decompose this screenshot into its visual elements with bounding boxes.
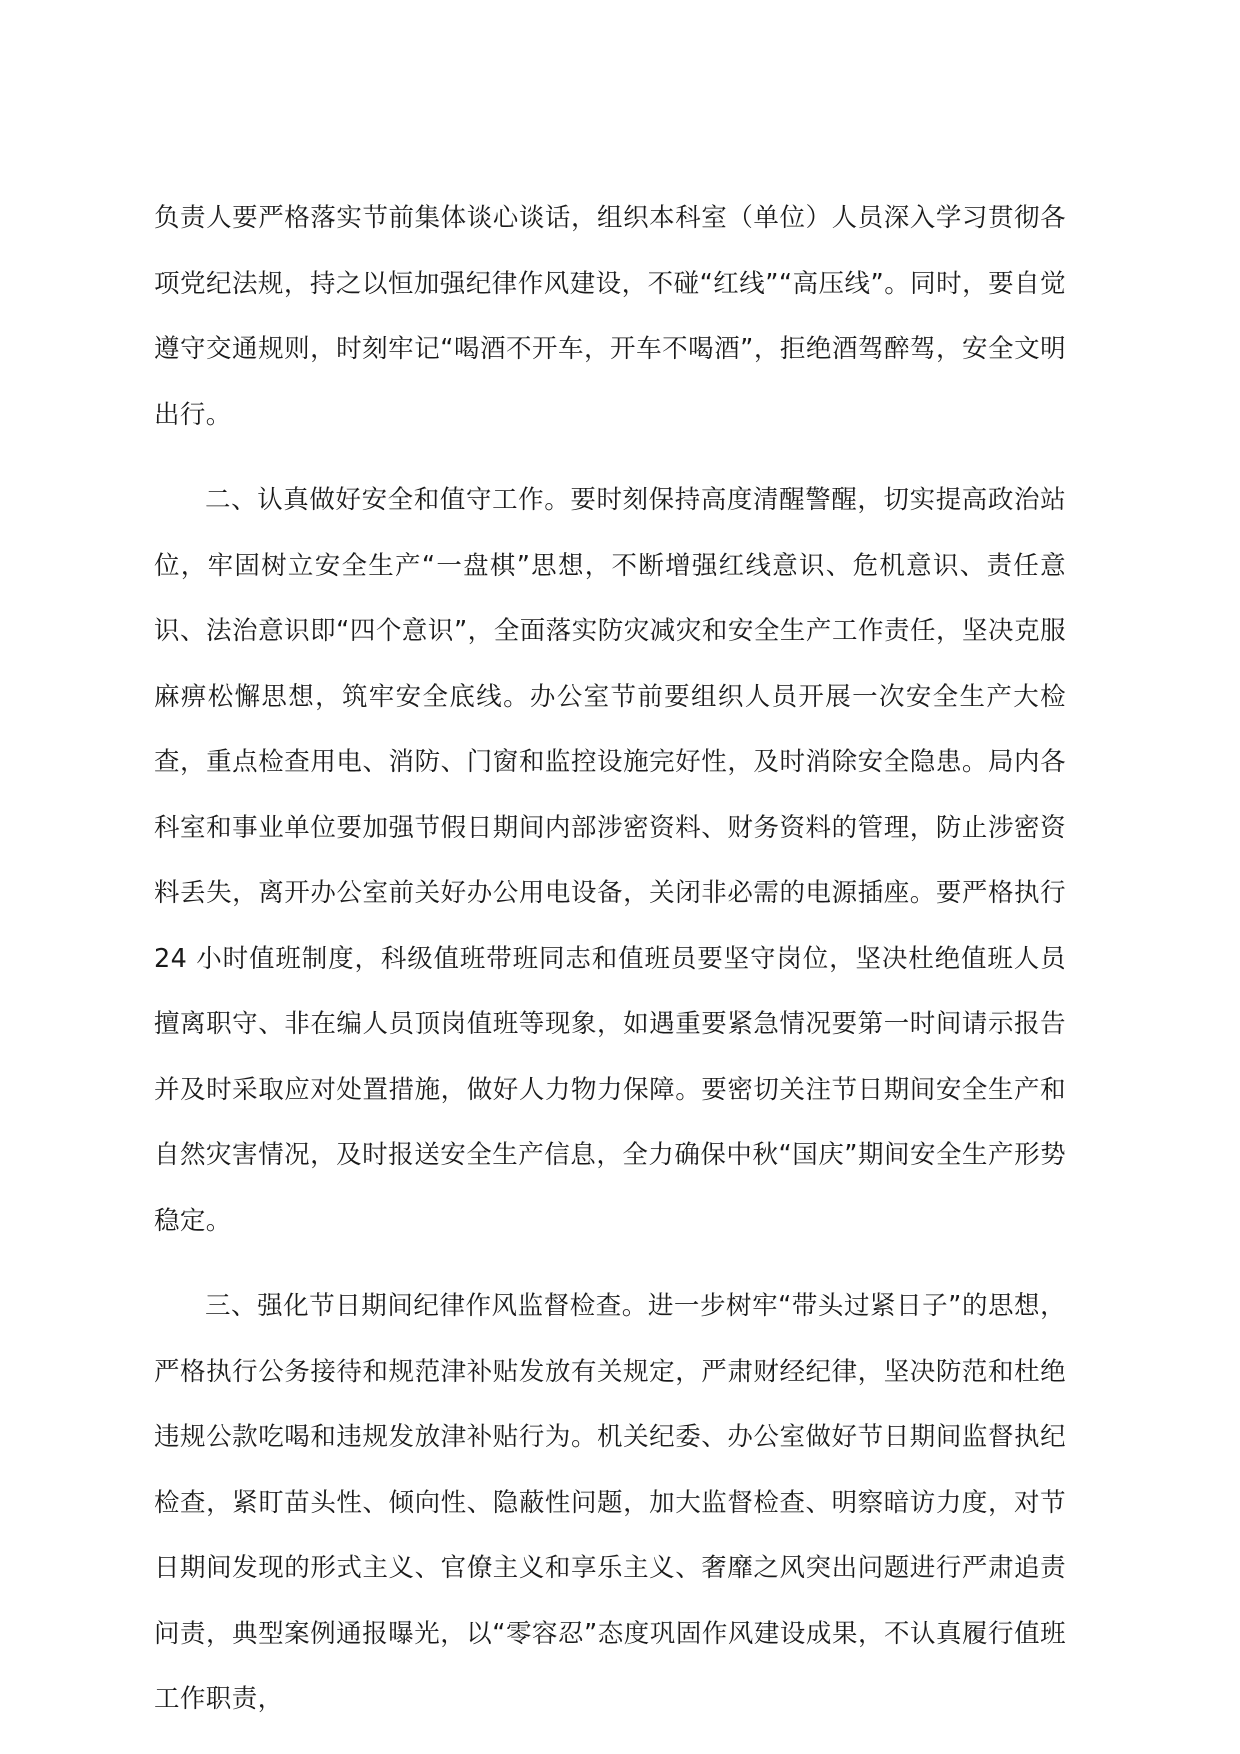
paragraph-section-3-discipline-inspection: 三、强化节日期间纪律作风监督检查。进一步树牢“带头过紧日子”的思想，严格执行公务接待和规范津补贴发放有关规定，严肃财经纪律，坚决防范和杜绝违规公款吃喝和违规发放津补贴行为。机关纪委、办公室做好节日期间监督执纪检查，紧盯苗头性、倾向性、隐蔽性问题，加大监督检查、明察暗访力度，对节日期间发现的形式主义、官僚主义和享乐主义、奢靡之风突出问题进行严肃追责问责，典型案例通报曝光，以“零容忍”态度巩固作风建设成果，不认真履行值班工作职责， <box>154 1291 1066 1714</box>
paragraph-section-2-safety-duty: 二、认真做好安全和值守工作。要时刻保持高度清醒警醒，切实提高政治站位，牢固树立安全生产“一盘棋”思想，不断增强红线意识、危机意识、责任意识、法治意识即“四个意识”，全面落实防灾减灾和安全生产工作责任，坚决克服麻痹松懈思想，筑牢安全底线。办公室节前要组织人员开展一次安全生产大检查，重点检查用电、消防、门窗和监控设施完好性，及时消除安全隐患。局内各科室和事业单位要加强节假日期间内部涉密资料、财务资料的管理，防止涉密资料丢失，离开办公室前关好办公用电设备，关闭非必需的电源插座。要严格执行 24 小时值班制度，科级值班带班同志和值班员要坚守岗位，坚决杜绝值班人员擅离职守、非在编人员顶岗值班等现象，如遇重要紧急情况要第一时间请示报告并及时采取应对处置措施，做好人力物力保障。要密切关注节日期间安全生产和自然灾害情况，及时报送安全生产信息，全力确保中秋“国庆”期间安全生产形势稳定。 <box>154 485 1066 1236</box>
paragraph-continuation: 负责人要严格落实节前集体谈心谈话，组织本科室（单位）人员深入学习贯彻各项党纪法规，持之以恒加强纪律作风建设，不碰“红线”“高压线”。同时，要自觉遵守交通规则，时刻牢记“喝酒不开车，开车不喝酒”，拒绝酒驾醉驾，安全文明出行。 <box>154 203 1066 430</box>
document-body <box>154 186 1066 1753</box>
